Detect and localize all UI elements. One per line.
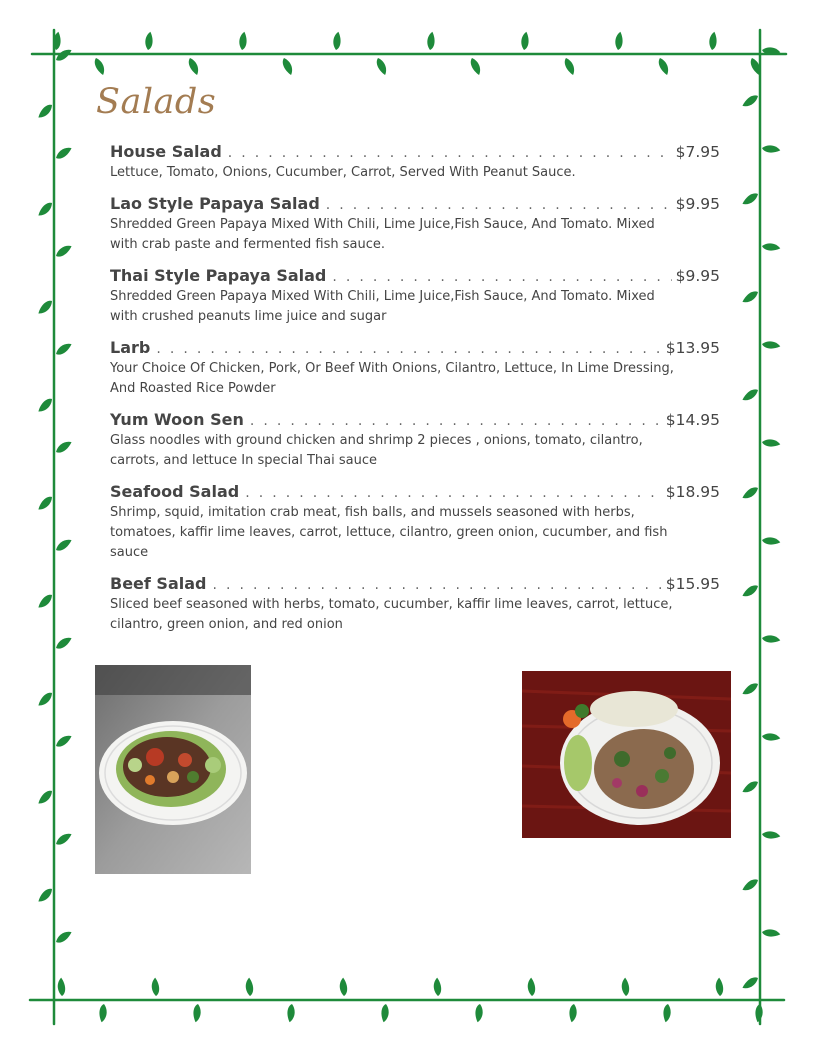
vine-leaf-icon xyxy=(35,593,55,609)
vine-leaf-icon xyxy=(54,734,74,748)
vine-leaf-icon xyxy=(35,495,55,511)
vine-leaf-icon xyxy=(35,299,55,315)
item-name: Larb xyxy=(110,338,151,357)
vine-leaf-icon xyxy=(470,57,481,76)
vine-leaf-icon xyxy=(54,636,74,650)
dot-leader xyxy=(245,485,662,501)
vine-leaf-icon xyxy=(740,94,760,108)
vine-leaf-icon xyxy=(54,146,74,160)
menu-item-header xyxy=(110,338,720,357)
vine-leaf-icon xyxy=(564,57,575,76)
vine-leaf-icon xyxy=(761,730,781,744)
vine-leaf-icon xyxy=(472,1003,486,1023)
item-description: Shredded Green Papaya Mixed With Chili, Lime Juice,Fish Sauce, And Tomato. Mixed with crushed peanuts lime juice and sugar xyxy=(110,289,655,324)
vine-leaf-icon xyxy=(378,1003,392,1023)
item-description: Glass noodles with ground chicken and shrimp 2 pieces , onions, tomato, cilantro, carrots, and lettuce In special Thai sauce xyxy=(110,433,643,468)
vine-leaf-icon xyxy=(424,31,438,51)
menu-item xyxy=(110,194,720,255)
vine-leaf-icon xyxy=(236,31,250,51)
menu-item xyxy=(110,142,720,183)
item-price: $13.95 xyxy=(665,339,720,357)
vine-leaf-icon xyxy=(740,878,760,892)
menu-list xyxy=(110,142,720,646)
menu-item-header xyxy=(110,194,720,213)
vine-leaf-icon xyxy=(35,103,55,119)
menu-item xyxy=(110,482,720,563)
vine-leaf-icon xyxy=(50,31,64,51)
menu-item-header xyxy=(110,142,720,161)
vine-leaf-icon xyxy=(432,977,443,996)
vine-leaf-icon xyxy=(54,832,74,846)
vine-leaf-icon xyxy=(142,31,156,51)
vine-leaf-icon xyxy=(54,538,74,552)
vine-leaf-icon xyxy=(35,887,55,903)
vine-leaf-icon xyxy=(706,31,720,51)
vine-leaf-icon xyxy=(620,977,631,996)
vine-leaf-icon xyxy=(740,584,760,598)
vine-leaf-icon xyxy=(752,1003,766,1023)
vine-leaf-icon xyxy=(740,976,760,990)
item-price: $9.95 xyxy=(675,267,720,285)
vine-leaf-icon xyxy=(338,977,349,996)
dot-leader xyxy=(212,577,661,593)
vine-leaf-icon xyxy=(740,486,760,500)
vine-leaf-icon xyxy=(740,290,760,304)
menu-item xyxy=(110,410,720,471)
item-price: $7.95 xyxy=(675,143,720,161)
vine-leaf-icon xyxy=(54,440,74,454)
vine-leaf-icon xyxy=(35,397,55,413)
vine-leaf-icon xyxy=(761,240,781,254)
menu-item-header xyxy=(110,482,720,501)
item-name: House Salad xyxy=(110,142,222,161)
vine-leaf-icon xyxy=(284,1003,298,1023)
vine-leaf-icon xyxy=(150,977,161,996)
vine-leaf-icon xyxy=(658,57,669,76)
menu-item-header xyxy=(110,410,720,429)
vine-leaf-icon xyxy=(330,31,344,51)
vine-leaf-icon xyxy=(740,682,760,696)
vine-leaf-icon xyxy=(94,57,105,76)
vine-leaf-icon xyxy=(244,977,255,996)
vine-leaf-icon xyxy=(54,244,74,258)
vine-leaf-icon xyxy=(518,31,532,51)
vine-leaf-icon xyxy=(282,57,293,76)
vine-leaf-icon xyxy=(761,534,781,548)
item-name: Beef Salad xyxy=(110,574,207,593)
vine-leaf-icon xyxy=(761,828,781,842)
item-price: $15.95 xyxy=(665,575,720,593)
item-description: Shrimp, squid, imitation crab meat, fish balls, and mussels seasoned with herbs, tomatoes, kaffir lime leaves, carrot, lettuce, cilantro, green onion, cucumber, and fish sauce xyxy=(110,505,668,560)
vine-leaf-icon xyxy=(376,57,387,76)
vine-leaf-icon xyxy=(612,31,626,51)
vine-leaf-icon xyxy=(54,930,74,944)
menu-item xyxy=(110,338,720,399)
larb-photo xyxy=(522,671,731,838)
vine-leaf-icon xyxy=(35,691,55,707)
dot-leader xyxy=(228,145,672,161)
vine-leaf-icon xyxy=(566,1003,580,1023)
vine-leaf-icon xyxy=(761,44,781,58)
vine-leaf-icon xyxy=(35,201,55,217)
menu-item-header xyxy=(110,266,720,285)
item-description: Shredded Green Papaya Mixed With Chili, Lime Juice,Fish Sauce, And Tomato. Mixed with crab paste and fermented fish sauce. xyxy=(110,217,655,252)
vine-leaf-icon xyxy=(740,780,760,794)
vine-leaf-icon xyxy=(740,388,760,402)
section-title: Salads xyxy=(96,82,217,122)
vine-leaf-icon xyxy=(761,632,781,646)
vine-leaf-icon xyxy=(714,977,725,996)
menu-item xyxy=(110,266,720,327)
vine-leaf-icon xyxy=(96,1003,110,1023)
item-name: Seafood Salad xyxy=(110,482,240,501)
menu-item xyxy=(110,574,720,635)
vine-leaf-icon xyxy=(740,192,760,206)
beef-salad-photo xyxy=(95,665,251,874)
vine-leaf-icon xyxy=(761,436,781,450)
menu-item-header xyxy=(110,574,720,593)
dot-leader xyxy=(250,413,662,429)
vine-leaf-icon xyxy=(188,57,199,76)
vine-leaf-icon xyxy=(761,338,781,352)
vine-leaf-icon xyxy=(54,342,74,356)
vine-leaf-icon xyxy=(761,926,781,940)
dot-leader xyxy=(326,197,672,213)
vine-leaf-icon xyxy=(660,1003,674,1023)
vine-leaf-icon xyxy=(35,789,55,805)
vine-leaf-icon xyxy=(761,142,781,156)
item-description: Sliced beef seasoned with herbs, tomato, cucumber, kaffir lime leaves, carrot, lettuce, cilantro, green onion, and red onion xyxy=(110,597,673,632)
vine-leaf-icon xyxy=(56,977,67,996)
item-description: Your Choice Of Chicken, Pork, Or Beef With Onions, Cilantro, Lettuce, In Lime Dressing, And Roasted Rice Powder xyxy=(110,361,674,396)
item-description: Lettuce, Tomato, Onions, Cucumber, Carrot, Served With Peanut Sauce. xyxy=(110,165,576,180)
item-price: $9.95 xyxy=(675,195,720,213)
dot-leader xyxy=(156,341,661,357)
item-price: $14.95 xyxy=(665,411,720,429)
item-price: $18.95 xyxy=(665,483,720,501)
item-name: Thai Style Papaya Salad xyxy=(110,266,327,285)
vine-leaf-icon xyxy=(190,1003,204,1023)
item-name: Yum Woon Sen xyxy=(110,410,244,429)
dot-leader xyxy=(332,269,671,285)
item-name: Lao Style Papaya Salad xyxy=(110,194,320,213)
vine-leaf-icon xyxy=(526,977,537,996)
